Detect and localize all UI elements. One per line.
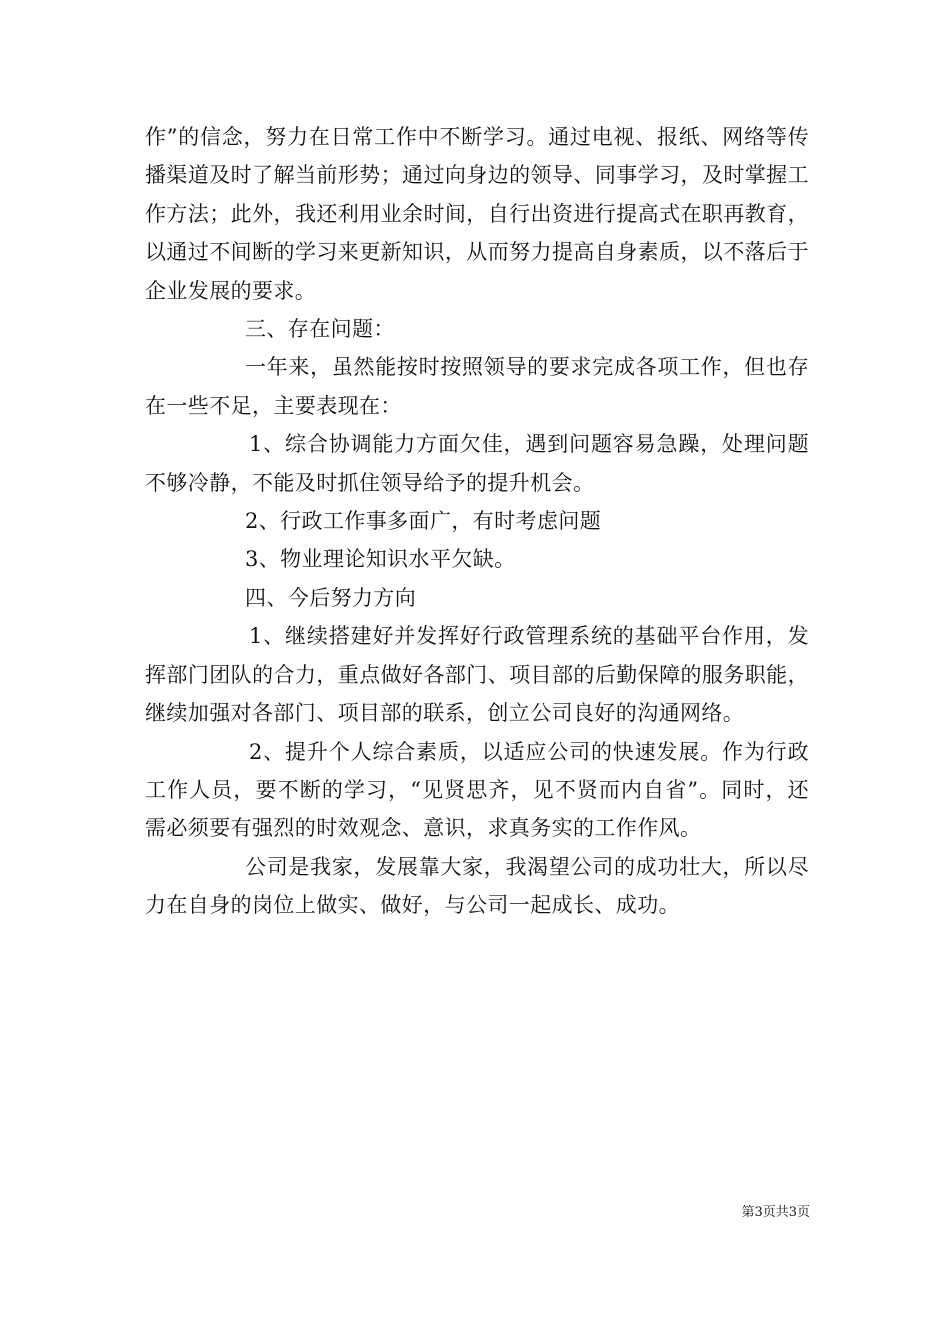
page-number-footer: 第3页共3页 <box>741 1205 810 1220</box>
heading-future-direction: 四、今后努力方向 <box>245 585 417 610</box>
paragraph-closing: 公司是我家，发展靠大家，我渴望公司的成功壮大，所以尽力在自身的岗位上做实、做好，与公司一起成长、成功。 <box>145 854 809 918</box>
paragraph-direction-2: 2、提升个人综合素质，以适应公司的快速发展。作为行政工作人员，要不断的学习，“见贤思齐，见不贤而内自省”。同时，还需必须要有强烈的时效观念、意识，求真务实的工作作风。 <box>145 739 809 841</box>
paragraph-problem-2: 2、行政工作事多面广，有时考虑问题 <box>245 509 602 534</box>
document-body <box>145 118 809 925</box>
paragraph-direction-1: 1、继续搭建好并发挥好行政管理系统的基础平台作用，发挥部门团队的合力，重点做好各部门、项目部的后勤保障的服务职能，继续加强对各部门、项目部的联系，创立公司良好的沟通网络。 <box>145 624 809 726</box>
paragraph-problems-intro: 一年来，虽然能按时按照领导的要求完成各项工作，但也存在一些不足，主要表现在： <box>145 355 809 418</box>
paragraph-problem-1: 1、综合协调能力方面欠佳，遇到问题容易急躁，处理问题不够冷静，不能及时抓住领导给予的提升机会。 <box>145 432 809 495</box>
paragraph-problem-3: 3、物业理论知识水平欠缺。 <box>245 547 516 572</box>
paragraph-continuation: 作”的信念，努力在日常工作中不断学习。通过电视、报纸、网络等传播渠道及时了解当前形势；通过向身边的领导、同事学习，及时掌握工作方法；此外，我还利用业余时间，自行出资进行提高式在职再教育，以通过不间断的学习来更新知识，从而努力提高自身素质，以不落后于企业发展的要求。 <box>145 125 809 303</box>
heading-existing-problems: 三、存在问题： <box>245 317 395 342</box>
